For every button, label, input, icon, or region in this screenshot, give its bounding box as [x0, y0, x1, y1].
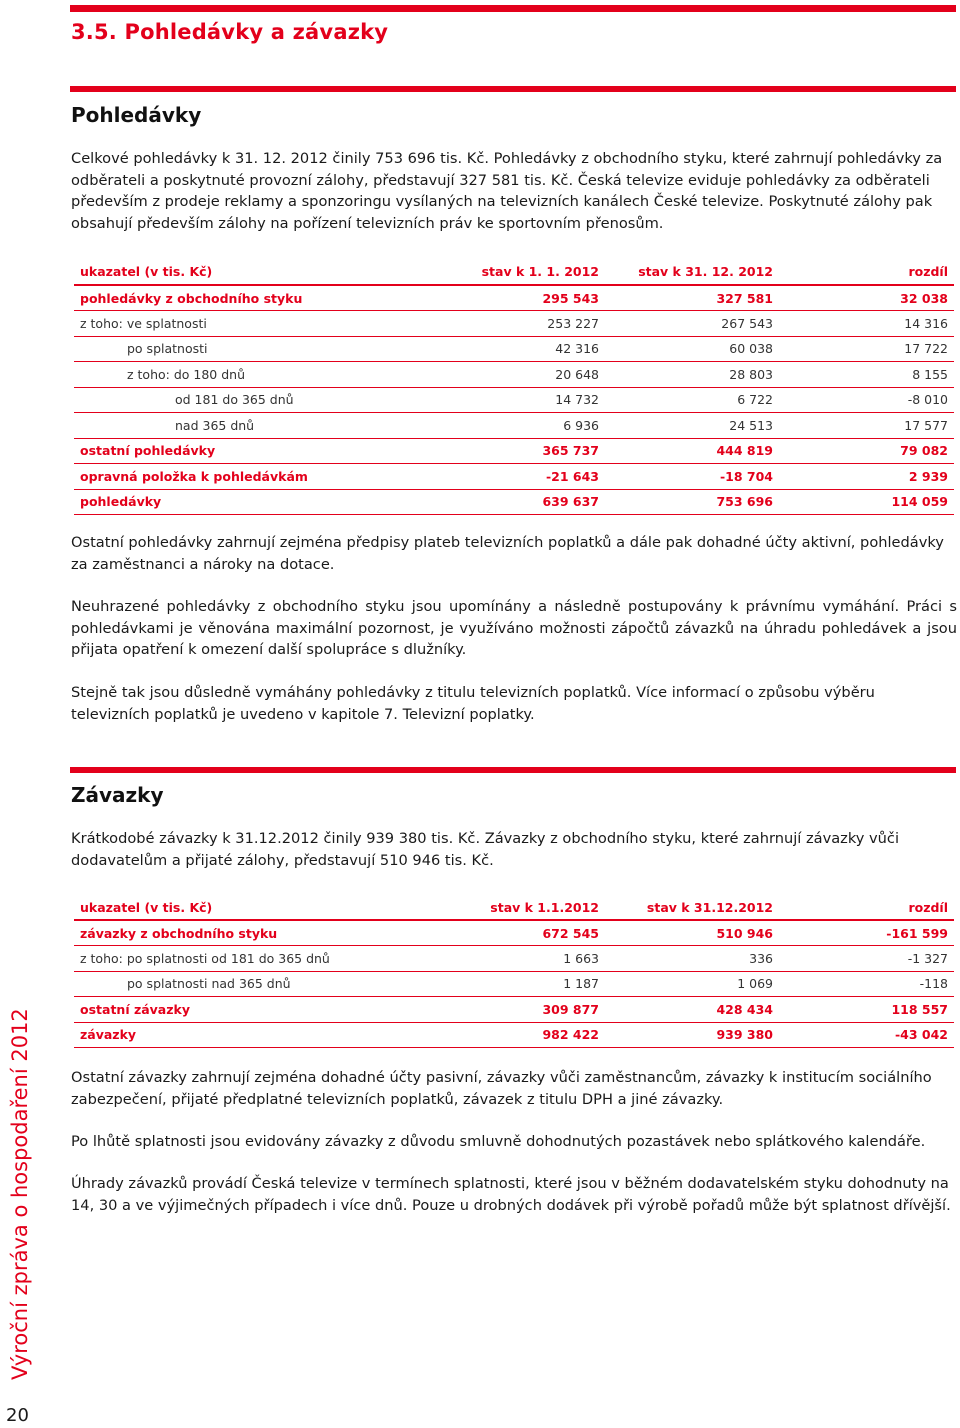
row-diff: 114 059	[779, 489, 954, 515]
row-end: 28 803	[605, 362, 779, 388]
table-row	[74, 920, 954, 946]
row-end: 267 543	[605, 311, 779, 337]
row-end: 24 513	[605, 413, 779, 439]
row-label: z toho: do 180 dnů	[74, 362, 444, 388]
row-start: 672 545	[444, 920, 605, 946]
row-diff: 17 722	[779, 336, 954, 362]
row-end: 428 434	[605, 997, 779, 1023]
table-row	[74, 413, 954, 439]
receivables-title: Pohledávky	[71, 103, 202, 127]
row-end: 327 581	[605, 285, 779, 311]
row-end: -18 704	[605, 464, 779, 490]
row-start: 982 422	[444, 1022, 605, 1048]
row-label: z toho: po splatnosti od 181 do 365 dnů	[74, 946, 444, 972]
row-start: 1 663	[444, 946, 605, 972]
header-indicator: ukazatel (v tis. Kč)	[74, 259, 444, 285]
liabilities-table-header	[74, 896, 954, 920]
row-label: závazky	[74, 1022, 444, 1048]
receivables-intro: Celkové pohledávky k 31. 12. 2012 činily 753 696 tis. Kč. Pohledávky z obchodního styku, které zahrnují pohledávky za odběrateli a poskytnuté provozní zálohy, představují 327 581 tis. Kč. Česká televize eviduje pohledávky za odběrateli především z prodeje reklamy a sponzoringu vysílaných na televizních kanálech České televize. Poskytnuté zálohy pak obsahují především zálohy na pořízení televizních práv ke sportovním přenosům.	[71, 150, 943, 232]
row-start: 309 877	[444, 997, 605, 1023]
row-diff: 32 038	[779, 285, 954, 311]
row-label: ostatní závazky	[74, 997, 444, 1023]
row-diff: 2 939	[779, 464, 954, 490]
liabilities-para-1: Ostatní závazky zahrnují zejména dohadné účty pasivní, závazky vůči zaměstnancům, závazky k institucím sociálního zabezpečení, přijaté předplatné televizních poplatků, závazek z titulu DPH a jiné závazky.	[71, 1069, 932, 1108]
row-start: 20 648	[444, 362, 605, 388]
row-label: od 181 do 365 dnů	[74, 387, 444, 413]
row-end: 753 696	[605, 489, 779, 515]
row-diff: 118 557	[779, 997, 954, 1023]
table-row	[74, 362, 954, 388]
row-label: závazky z obchodního styku	[74, 920, 444, 946]
liabilities-title: Závazky	[71, 783, 164, 807]
row-label: po splatnosti	[74, 336, 444, 362]
row-start: 365 737	[444, 438, 605, 464]
header-indicator: ukazatel (v tis. Kč)	[74, 896, 444, 920]
section-heading: 3.5. Pohledávky a závazky	[71, 20, 389, 44]
header-start: stav k 1.1.2012	[444, 896, 605, 920]
row-diff: -161 599	[779, 920, 954, 946]
liabilities-table	[74, 896, 954, 1048]
row-start: 1 187	[444, 971, 605, 997]
receivables-para-2: Neuhrazené pohledávky z obchodního styku jsou upomínány a následně postupovány k právnímu vymáhání. Práci s pohledávkami je věnována maximální pozornost, je využíváno možnosti zápočtů závazků na úhradu pohledávek a jsou přijata opatření k omezení další spolupráce s dlužníky.	[71, 598, 957, 658]
table-row	[74, 387, 954, 413]
row-label: ostatní pohledávky	[74, 438, 444, 464]
row-start: 639 637	[444, 489, 605, 515]
row-start: 14 732	[444, 387, 605, 413]
header-diff: rozdíl	[779, 896, 954, 920]
receivables-divider	[70, 86, 956, 92]
receivables-table	[74, 259, 954, 515]
liabilities-intro: Krátkodobé závazky k 31.12.2012 činily 939 380 tis. Kč. Závazky z obchodního styku, které zahrnují závazky vůči dodavatelům a přijaté zálohy, představují 510 946 tis. Kč.	[71, 830, 899, 869]
liabilities-para-3: Úhrady závazků provádí Česká televize v termínech splatnosti, které jsou v běžném dodavatelském styku dohodnuty na 14, 30 a ve výjimečných případech i více dnů. Pouze u drobných dodávek při výrobě pořadů může být splatnost dřívější.	[71, 1175, 951, 1214]
row-end: 336	[605, 946, 779, 972]
row-end: 1 069	[605, 971, 779, 997]
row-start: 295 543	[444, 285, 605, 311]
row-end: 510 946	[605, 920, 779, 946]
page-number: 20	[6, 1405, 29, 1426]
row-diff: 79 082	[779, 438, 954, 464]
receivables-para-3: Stejně tak jsou důsledně vymáhány pohledávky z titulu televizních poplatků. Více informací o způsobu výběru televizních poplatků je uvedeno v kapitole 7. Televizní poplatky.	[71, 684, 875, 723]
top-red-bar	[70, 5, 956, 12]
liabilities-divider	[70, 767, 956, 773]
report-title-vertical: Výroční zpráva o hospodaření 2012	[8, 1008, 32, 1380]
table-row	[74, 997, 954, 1023]
row-diff: -43 042	[779, 1022, 954, 1048]
header-end: stav k 31.12.2012	[605, 896, 779, 920]
row-diff: -118	[779, 971, 954, 997]
header-end: stav k 31. 12. 2012	[605, 259, 779, 285]
row-start: 6 936	[444, 413, 605, 439]
row-start: 42 316	[444, 336, 605, 362]
header-diff: rozdíl	[779, 259, 954, 285]
row-start: -21 643	[444, 464, 605, 490]
row-label: opravná položka k pohledávkám	[74, 464, 444, 490]
table-row	[74, 336, 954, 362]
header-start: stav k 1. 1. 2012	[444, 259, 605, 285]
receivables-para-1: Ostatní pohledávky zahrnují zejména předpisy plateb televizních poplatků a dále pak dohadné účty aktivní, pohledávky za zaměstnanci a nároky na dotace.	[71, 534, 944, 573]
row-label: pohledávky	[74, 489, 444, 515]
row-end: 6 722	[605, 387, 779, 413]
row-label: pohledávky z obchodního styku	[74, 285, 444, 311]
row-end: 444 819	[605, 438, 779, 464]
row-diff: 17 577	[779, 413, 954, 439]
row-diff: 8 155	[779, 362, 954, 388]
table-row	[74, 438, 954, 464]
table-row	[74, 946, 954, 972]
table-row	[74, 489, 954, 515]
row-diff: -1 327	[779, 946, 954, 972]
row-label: po splatnosti nad 365 dnů	[74, 971, 444, 997]
row-end: 60 038	[605, 336, 779, 362]
table-row	[74, 971, 954, 997]
row-start: 253 227	[444, 311, 605, 337]
row-diff: 14 316	[779, 311, 954, 337]
liabilities-para-2: Po lhůtě splatnosti jsou evidovány závazky z důvodu smluvně dohodnutých pozastávek nebo splátkového kalendáře.	[71, 1133, 926, 1150]
row-end: 939 380	[605, 1022, 779, 1048]
table-row	[74, 311, 954, 337]
table-row	[74, 285, 954, 311]
table-row	[74, 464, 954, 490]
receivables-table-header	[74, 259, 954, 285]
table-row	[74, 1022, 954, 1048]
row-label: z toho: ve splatnosti	[74, 311, 444, 337]
row-label: nad 365 dnů	[74, 413, 444, 439]
row-diff: -8 010	[779, 387, 954, 413]
